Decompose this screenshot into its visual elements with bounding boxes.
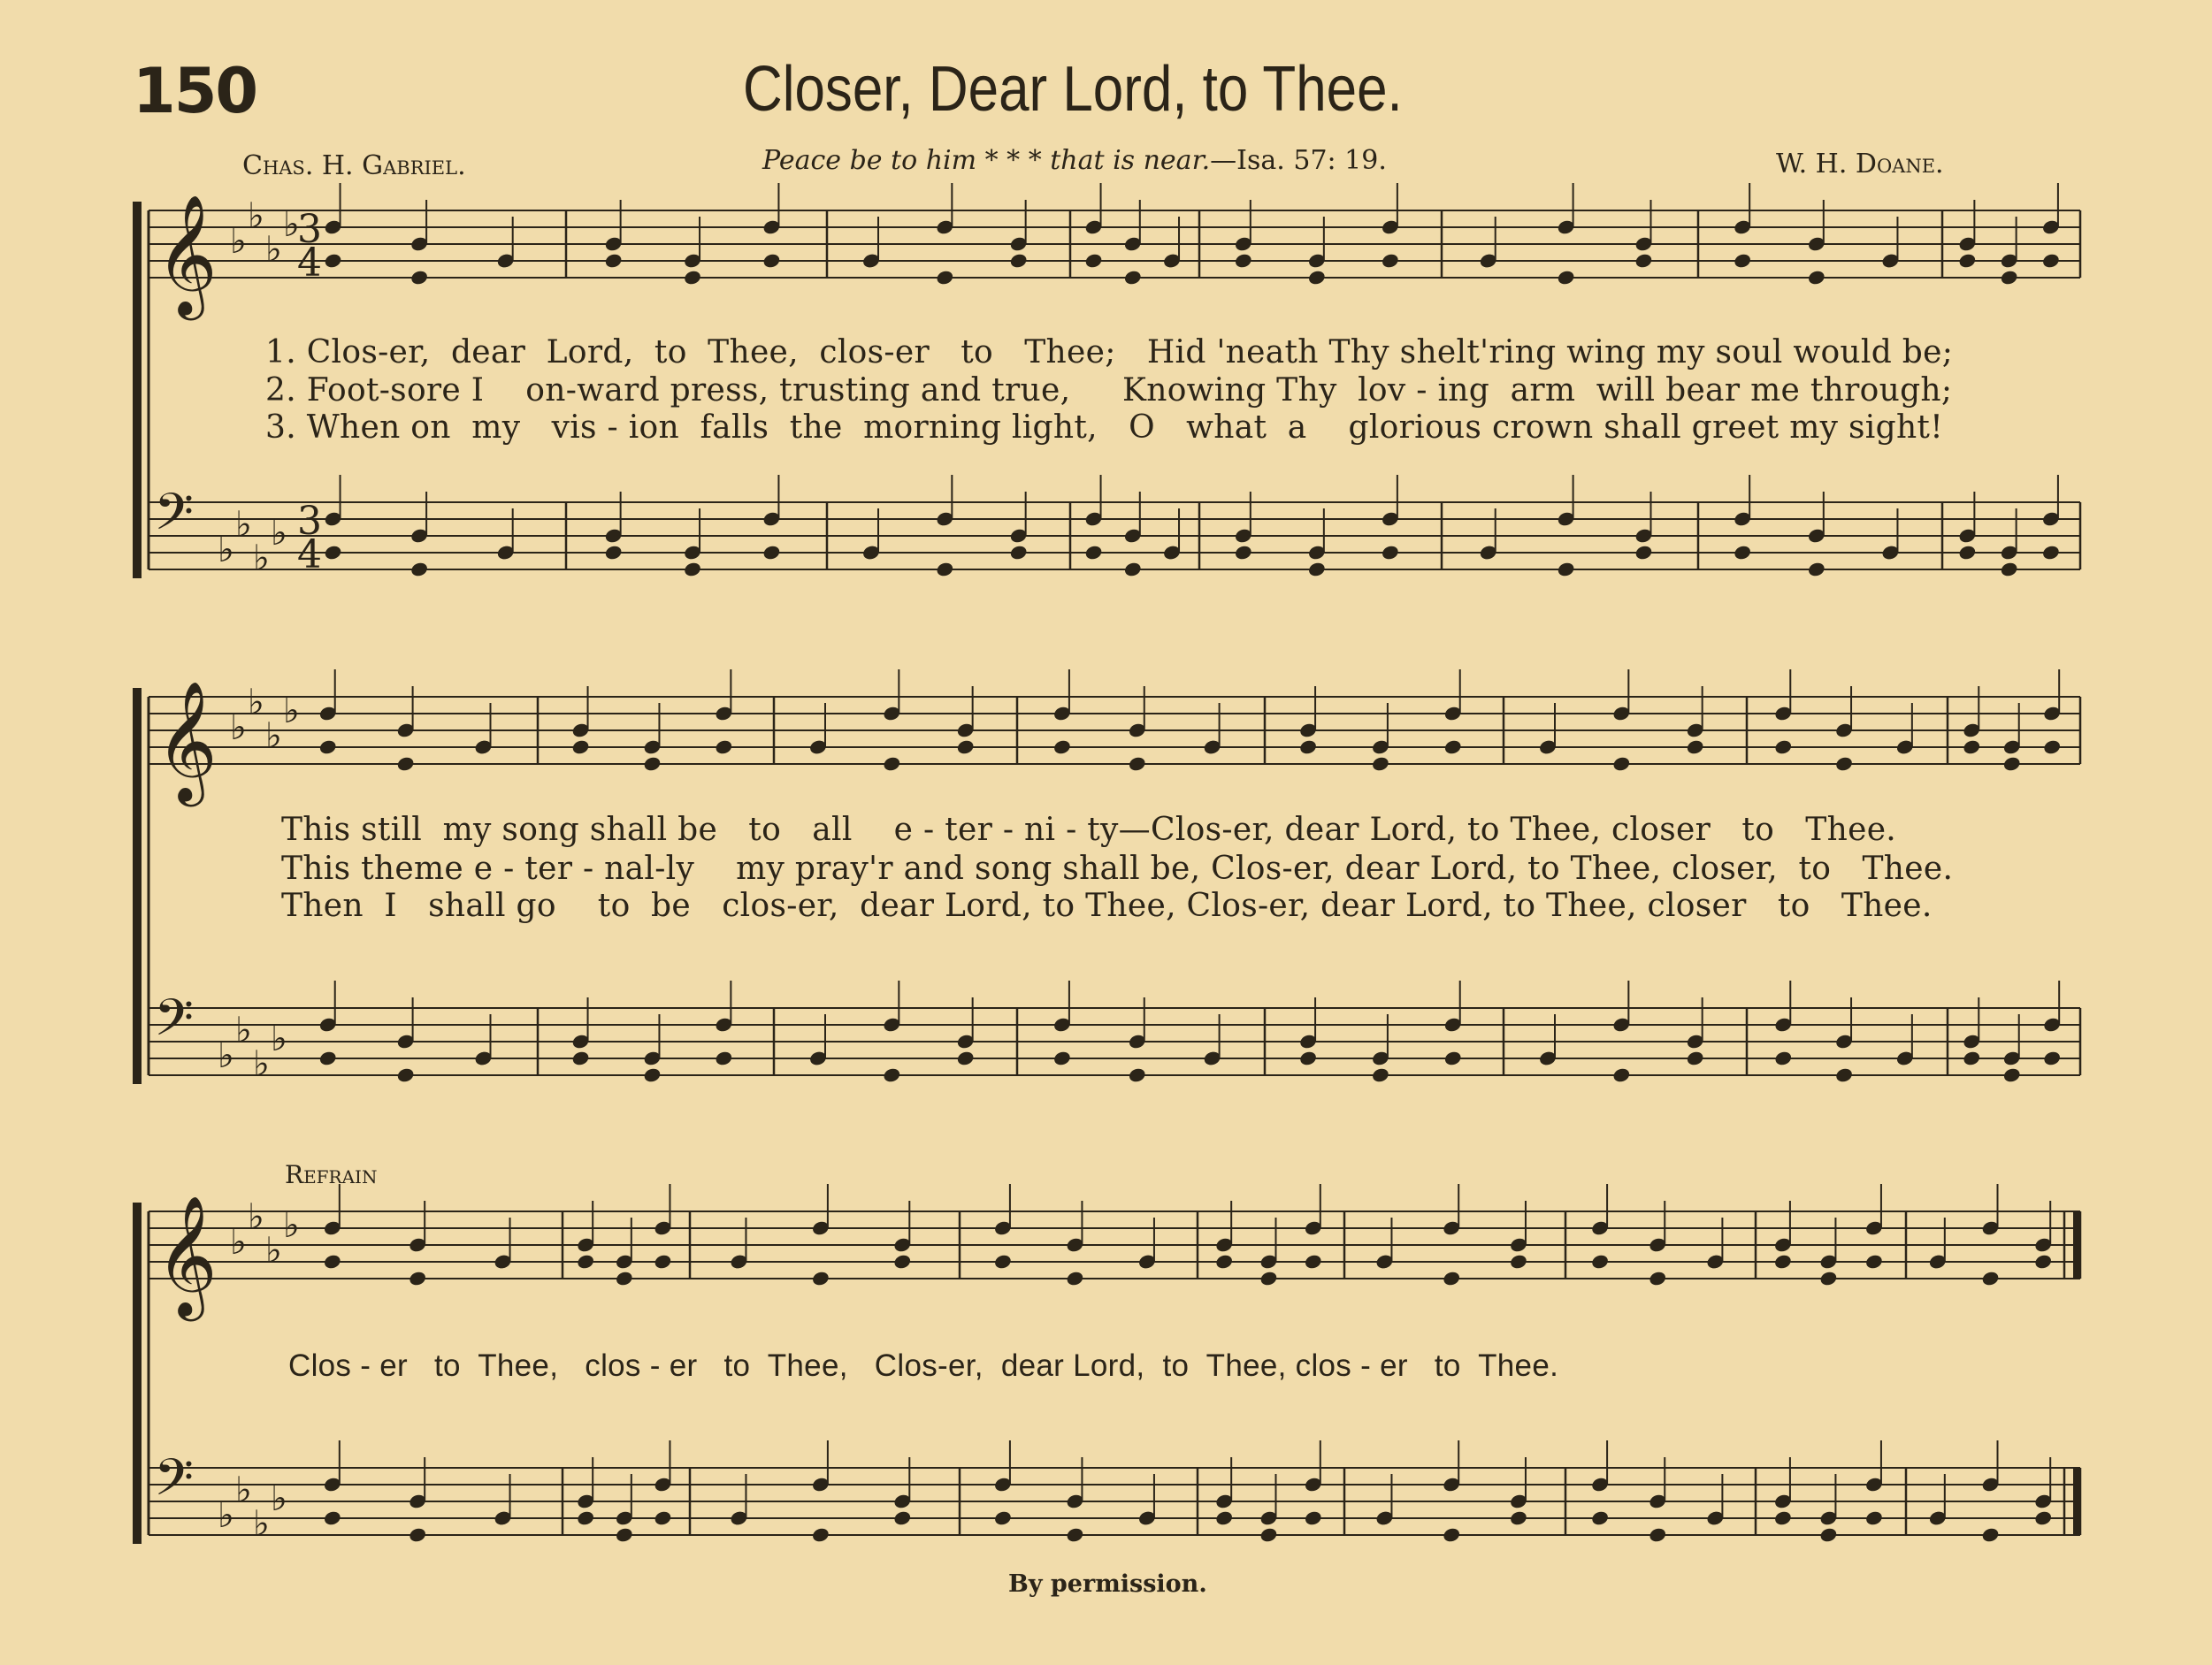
key-signature-flat: ♭ xyxy=(235,1470,252,1511)
notehead xyxy=(1958,544,1978,561)
key-signature-flat: ♭ xyxy=(235,504,252,546)
notehead xyxy=(1773,738,1793,755)
notehead xyxy=(1371,755,1390,772)
lyric-verse-2-line-2: This theme e - ter - nal-ly my pray'r and song shall be, Clos-er, dear Lord, to Thee, closer, to Thee. xyxy=(281,851,1954,887)
notehead xyxy=(1381,544,1400,561)
notehead xyxy=(2033,1509,2053,1526)
notehead xyxy=(892,1253,912,1270)
notehead xyxy=(762,544,782,561)
notehead xyxy=(1773,1253,1793,1270)
notehead xyxy=(882,1066,901,1083)
scripture-reference: —Isa. 57: 19. xyxy=(1210,145,1387,176)
composer-credit: Chas. H. Gabriel. xyxy=(242,150,466,181)
notehead xyxy=(604,544,624,561)
notehead xyxy=(935,269,954,286)
notehead xyxy=(2033,1253,2053,1270)
key-signature-flat: ♭ xyxy=(253,1043,270,1085)
notehead xyxy=(882,755,901,772)
notehead xyxy=(408,1526,427,1543)
notehead xyxy=(1128,755,1147,772)
notehead xyxy=(1864,1253,1884,1270)
notehead xyxy=(1611,1066,1631,1083)
notehead xyxy=(571,1050,591,1066)
notehead xyxy=(1123,561,1143,577)
notehead xyxy=(1773,1050,1793,1066)
notehead xyxy=(1084,252,1104,269)
system-bracket xyxy=(133,1203,142,1544)
notehead xyxy=(715,738,734,755)
notehead xyxy=(1648,1526,1667,1543)
notehead xyxy=(956,1050,976,1066)
notehead xyxy=(1509,1253,1528,1270)
notehead xyxy=(1819,1270,1839,1287)
notehead xyxy=(2042,738,2062,755)
notehead xyxy=(811,1270,830,1287)
notehead xyxy=(1686,1050,1705,1066)
lyric-verse-3-line-2: Then I shall go to be clos-er, dear Lord, to Thee, Clos-er, dear Lord, to Thee, closer to Thee. xyxy=(281,888,1933,924)
notehead xyxy=(811,1526,830,1543)
notehead xyxy=(1443,738,1463,755)
notehead xyxy=(956,738,976,755)
notehead xyxy=(324,252,343,269)
notehead xyxy=(409,269,429,286)
time-signature-bottom: 4 xyxy=(297,241,322,286)
notehead xyxy=(1234,544,1253,561)
notehead xyxy=(1611,755,1631,772)
system-bracket xyxy=(133,688,142,1084)
notehead xyxy=(571,738,591,755)
notehead xyxy=(323,1509,342,1526)
notehead xyxy=(1066,1526,1085,1543)
notehead xyxy=(1084,544,1104,561)
notehead xyxy=(1304,1253,1323,1270)
notehead xyxy=(1214,1253,1234,1270)
notehead xyxy=(318,738,338,755)
notehead xyxy=(1557,269,1576,286)
key-signature-flat: ♭ xyxy=(271,1019,287,1059)
key-signature-flat: ♭ xyxy=(218,530,234,570)
notehead xyxy=(1958,252,1978,269)
key-signature-flat: ♭ xyxy=(283,1205,300,1246)
notehead xyxy=(1052,1050,1072,1066)
key-signature-flat: ♭ xyxy=(253,1503,270,1545)
notehead xyxy=(1864,1509,1884,1526)
notehead xyxy=(576,1253,595,1270)
notehead xyxy=(1304,1509,1323,1526)
notehead xyxy=(1381,252,1400,269)
notehead xyxy=(1298,1050,1318,1066)
notehead xyxy=(1834,1066,1854,1083)
notehead xyxy=(1590,1509,1610,1526)
notehead xyxy=(1634,544,1654,561)
notehead xyxy=(1634,252,1654,269)
notehead xyxy=(1052,738,1072,755)
notehead xyxy=(935,561,954,577)
notehead xyxy=(1509,1509,1528,1526)
notehead xyxy=(1123,269,1143,286)
notehead xyxy=(1962,738,1981,755)
notehead xyxy=(715,1050,734,1066)
notehead xyxy=(396,755,416,772)
notehead xyxy=(1590,1253,1610,1270)
notehead xyxy=(1819,1526,1839,1543)
key-signature-flat: ♭ xyxy=(248,195,264,237)
hymn-title: Closer, Dear Lord, to Thee. xyxy=(743,54,1403,125)
notehead xyxy=(1234,252,1253,269)
key-signature-flat: ♭ xyxy=(283,691,300,731)
lyric-refrain: Clos - er to Thee, clos - er to Thee, Clos-er, dear Lord, to Thee, clos - er to Thee. xyxy=(288,1348,1559,1383)
bass-clef: 𝄢 xyxy=(154,1447,195,1520)
notehead xyxy=(1259,1526,1279,1543)
key-signature-flat: ♭ xyxy=(271,513,287,554)
final-barline xyxy=(2073,1468,2080,1535)
notehead xyxy=(654,1509,673,1526)
notehead xyxy=(1962,1050,1981,1066)
key-signature-flat: ♭ xyxy=(235,1010,252,1051)
key-signature-flat: ♭ xyxy=(218,1035,234,1076)
notehead xyxy=(323,1253,342,1270)
notehead xyxy=(683,561,702,577)
notehead xyxy=(643,1066,662,1083)
notehead xyxy=(683,269,702,286)
lyric-verse-1-line-1: 1. Clos-er, dear Lord, to Thee, clos-er to Thee; Hid 'neath Thy shelt'ring wing my soul would be; xyxy=(265,334,1954,370)
bass-clef: 𝄢 xyxy=(154,988,195,1060)
key-signature-flat: ♭ xyxy=(265,1230,282,1272)
notehead xyxy=(1371,1066,1390,1083)
key-signature-flat: ♭ xyxy=(230,221,247,262)
key-signature-flat: ♭ xyxy=(265,229,282,271)
notehead xyxy=(993,1253,1013,1270)
hymn-number: 150 xyxy=(133,55,257,127)
author-credit: W. H. Doane. xyxy=(1776,149,1944,179)
notehead xyxy=(2000,269,2019,286)
scripture-text: Peace be to him * * * that is near. xyxy=(762,145,1211,176)
notehead xyxy=(892,1509,912,1526)
notehead xyxy=(604,252,624,269)
permission-note: By permission. xyxy=(1008,1570,1207,1598)
time-signature-top: 3 xyxy=(297,499,322,544)
key-signature-flat: ♭ xyxy=(283,204,300,245)
notehead xyxy=(1128,1066,1147,1083)
lyric-verse-3-line-1: 3. When on my vis - ion falls the morning light, O what a glorious crown shall greet my sight! xyxy=(265,409,1943,446)
notehead xyxy=(1307,561,1327,577)
notehead xyxy=(2042,1050,2062,1066)
time-signature-top: 3 xyxy=(297,207,322,252)
lyric-verse-2-line-1: 2. Foot-sore I on-ward press, trusting and true, Knowing Thy lov - ing arm will bear me through; xyxy=(265,372,1953,409)
notehead xyxy=(1259,1270,1279,1287)
key-signature-flat: ♭ xyxy=(253,538,270,579)
notehead xyxy=(654,1253,673,1270)
notehead xyxy=(1442,1526,1461,1543)
treble-clef: 𝄞 xyxy=(156,679,218,801)
notehead xyxy=(1214,1509,1234,1526)
bass-clef: 𝄢 xyxy=(154,482,195,554)
notehead xyxy=(2041,544,2061,561)
notehead xyxy=(2000,561,2019,577)
notehead xyxy=(1648,1270,1667,1287)
notehead xyxy=(643,755,662,772)
notehead xyxy=(1686,738,1705,755)
treble-clef: 𝄞 xyxy=(156,193,218,315)
notehead xyxy=(396,1066,416,1083)
notehead xyxy=(1009,544,1029,561)
key-signature-flat: ♭ xyxy=(271,1478,287,1519)
notehead xyxy=(1807,269,1826,286)
key-signature-flat: ♭ xyxy=(230,1222,247,1263)
key-signature-flat: ♭ xyxy=(265,715,282,757)
notehead xyxy=(1733,544,1752,561)
key-signature-flat: ♭ xyxy=(218,1495,234,1536)
notehead xyxy=(2041,252,2061,269)
notehead xyxy=(1834,755,1854,772)
key-signature-flat: ♭ xyxy=(230,707,247,748)
notehead xyxy=(1442,1270,1461,1287)
notehead xyxy=(1773,1509,1793,1526)
notehead xyxy=(1009,252,1029,269)
notehead xyxy=(2002,755,2022,772)
notehead xyxy=(1981,1270,2001,1287)
notehead xyxy=(762,252,782,269)
notehead xyxy=(1557,561,1576,577)
notehead xyxy=(615,1270,634,1287)
notehead xyxy=(324,544,343,561)
key-signature-flat: ♭ xyxy=(248,682,264,723)
treble-clef: 𝄞 xyxy=(156,1194,218,1316)
lyric-verse-1-line-2: This still my song shall be to all e - ter - ni - ty—Clos-er, dear Lord, to Thee, closer to Thee. xyxy=(281,812,1897,848)
notehead xyxy=(993,1509,1013,1526)
notehead xyxy=(1733,252,1752,269)
final-barline xyxy=(2073,1211,2080,1279)
notehead xyxy=(1066,1270,1085,1287)
notehead xyxy=(576,1509,595,1526)
notehead xyxy=(409,561,429,577)
system-bracket xyxy=(133,202,142,578)
time-signature-bottom: 4 xyxy=(297,532,322,577)
notehead xyxy=(1443,1050,1463,1066)
notehead xyxy=(1298,738,1318,755)
refrain-label: Refrain xyxy=(285,1160,378,1189)
notehead xyxy=(1807,561,1826,577)
notehead xyxy=(1981,1526,2001,1543)
notehead xyxy=(318,1050,338,1066)
notehead xyxy=(408,1270,427,1287)
notehead xyxy=(1307,269,1327,286)
key-signature-flat: ♭ xyxy=(248,1196,264,1238)
notehead xyxy=(2002,1066,2022,1083)
notehead xyxy=(615,1526,634,1543)
